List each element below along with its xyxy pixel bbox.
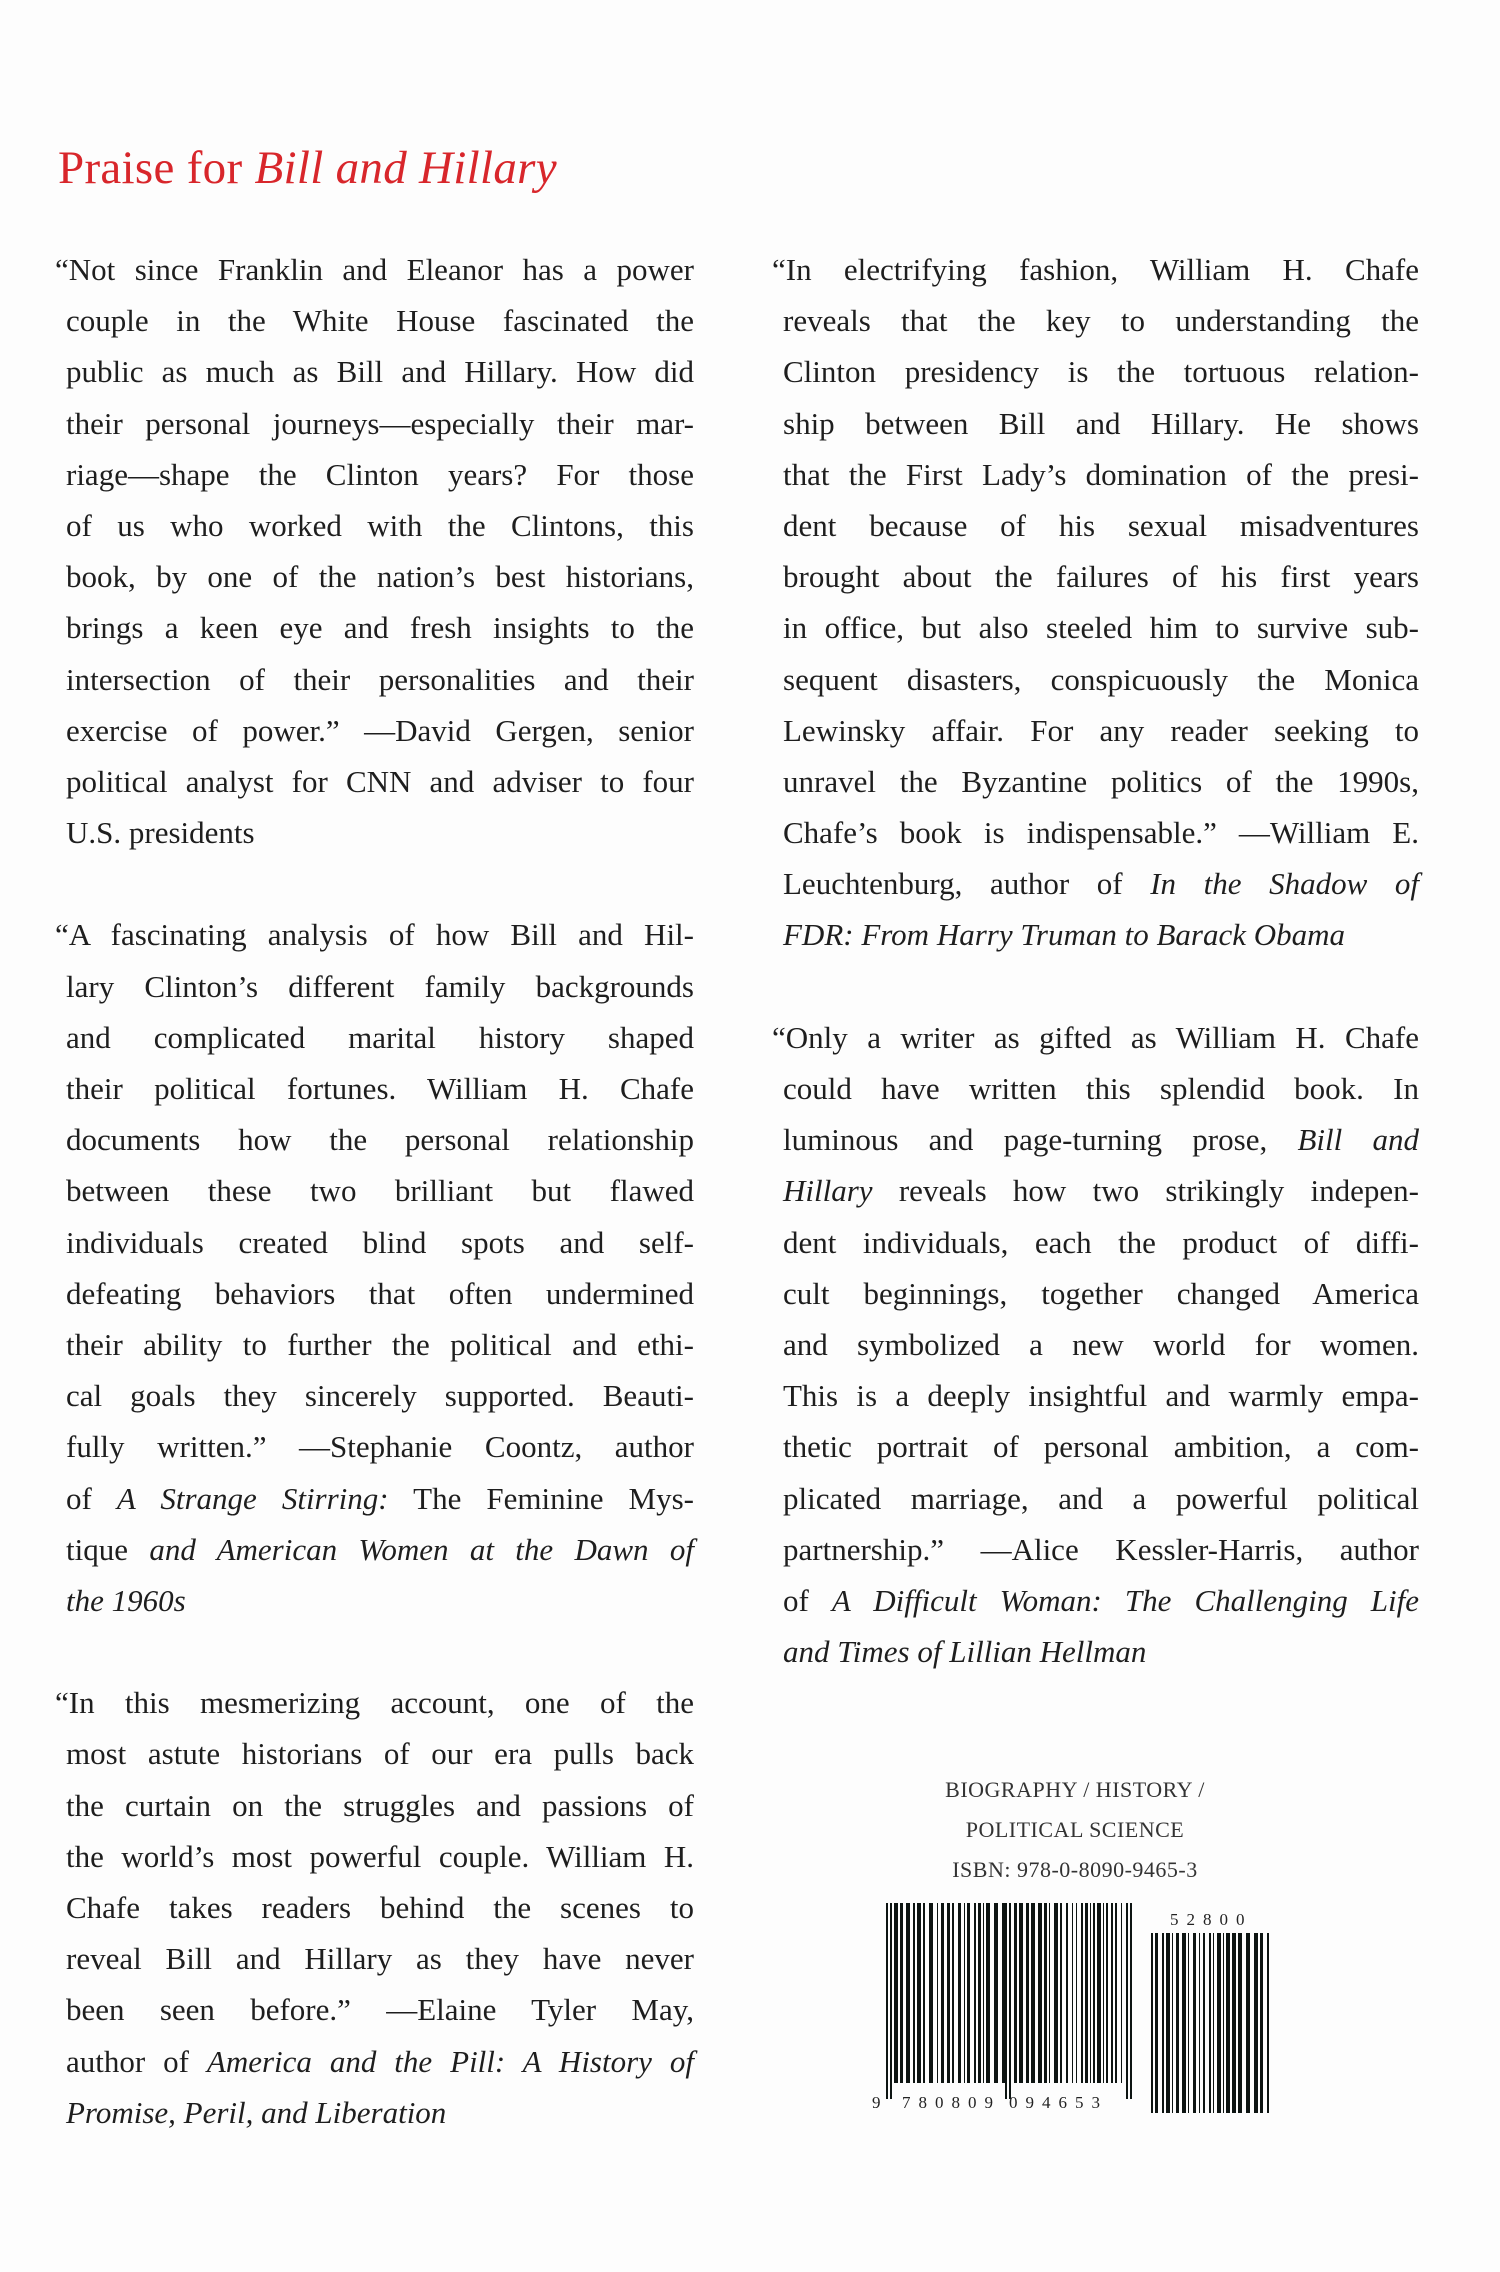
book-title-italic: A Difficult Woman: The Challenging Life	[831, 1582, 1419, 1618]
blurb-line	[783, 1217, 1419, 1268]
blurb-line	[783, 1063, 1419, 1114]
blurb-text: Leuchtenburg, author of	[783, 866, 1151, 902]
blurb-line	[783, 909, 1419, 960]
blurb-line	[66, 1524, 694, 1575]
blurb-line	[783, 295, 1419, 346]
blurb-text: “A fascinating analysis of how Bill and Hil-	[55, 917, 694, 953]
book-title-italic: FDR: From Harry Truman to Barack Obama	[783, 917, 1345, 953]
blurb-text: Clinton presidency is the tortuous relation-	[783, 354, 1419, 390]
blurb-line	[66, 1012, 694, 1063]
blurb-line	[66, 1831, 694, 1882]
blurb-line	[783, 858, 1419, 909]
blurb-line	[783, 807, 1419, 858]
blurb-text: that the First Lady’s domination of the presi-	[783, 456, 1419, 492]
blurb-line	[66, 961, 694, 1012]
blurb-line	[66, 346, 694, 397]
blurb-line	[783, 551, 1419, 602]
svg-text:9: 9	[872, 2093, 881, 2112]
blurb-line	[783, 1370, 1419, 1421]
blurb-text: could have written this splendid book. In	[783, 1071, 1419, 1106]
blurb-text: “In this mesmerizing account, one of the	[55, 1685, 694, 1721]
blurb-line	[66, 1319, 694, 1370]
blurb-line	[66, 1370, 694, 1421]
blurb-line	[783, 1626, 1419, 1677]
blurb-line	[66, 1473, 694, 1524]
blurb-text: intersection of their personalities and their	[66, 661, 694, 697]
blurb-text: This is a deeply insightful and warmly empa-	[783, 1378, 1419, 1414]
book-title-italic: A Strange Stirring:	[116, 1480, 389, 1516]
book-title-italic: and Times of Lillian Hellman	[783, 1634, 1147, 1670]
blurb-text: “In electrifying fashion, William H. Chafe	[772, 252, 1419, 287]
blurb-text: partnership.” —Alice Kessler-Harris, author	[783, 1531, 1419, 1567]
blurb-text: between these two brilliant but flawed	[66, 1173, 694, 1209]
category-isbn-block	[875, 1770, 1275, 1890]
blurb-text: dent individuals, each the product of diffi-	[783, 1224, 1419, 1260]
svg-text:52800: 52800	[1170, 1910, 1253, 1929]
category-line-2: POLITICAL SCIENCE	[965, 1817, 1185, 1842]
blurb-line	[66, 1114, 694, 1165]
blurb-gergen	[55, 244, 694, 858]
blurb-text: of	[783, 1582, 832, 1618]
blurb-text: of us who worked with the Clintons, this	[66, 507, 694, 543]
blurb-line	[783, 705, 1419, 756]
blurb-text: “Only a writer as gifted as William H. Chafe	[772, 1019, 1419, 1055]
blurb-text: reveals how two strikingly indepen-	[872, 1173, 1419, 1209]
blurb-text: their political fortunes. William H. Chafe	[66, 1071, 694, 1106]
book-title-italic: Hillary	[783, 1173, 873, 1209]
blurb-line	[66, 1728, 694, 1779]
blurb-text: The Feminine Mys-	[388, 1480, 694, 1516]
isbn-number: ISBN: 978-0-8090-9465-3	[952, 1857, 1198, 1882]
blurb-line	[66, 1268, 694, 1319]
blurb-text: riage—shape the Clinton years? For those	[66, 456, 694, 492]
blurb-text: most astute historians of our era pulls back	[66, 1736, 694, 1772]
svg-text:780809: 780809	[902, 2093, 1001, 2112]
blurb-text: public as much as Bill and Hillary. How did	[66, 354, 694, 390]
blurb-line	[783, 1524, 1419, 1575]
blurb-text: thetic portrait of personal ambition, a com-	[783, 1429, 1419, 1465]
blurb-text: their personal journeys—especially their mar-	[66, 405, 694, 441]
blurb-text: Lewinsky affair. For any reader seeking to	[783, 712, 1419, 748]
blurb-line	[66, 500, 694, 551]
blurb-line	[66, 1780, 694, 1831]
blurb-line	[783, 1319, 1419, 1370]
blurb-line	[783, 602, 1419, 653]
page-title	[58, 138, 557, 198]
blurb-text: Chafe’s book is indispensable.” —William E.	[783, 815, 1419, 851]
blurb-line	[55, 909, 694, 960]
blurb-line	[783, 756, 1419, 807]
blurb-line	[66, 1063, 694, 1114]
blurb-leuchtenburg	[772, 244, 1419, 961]
blurb-text: in office, but also steeled him to survive sub-	[783, 610, 1419, 646]
blurb-line	[66, 756, 694, 807]
book-title-italic: America and the Pill: A History of	[206, 2043, 694, 2079]
blurb-line	[783, 500, 1419, 551]
blurb-text: the curtain on the struggles and passions of	[66, 1787, 694, 1823]
blurb-text: the world’s most powerful couple. William H.	[66, 1838, 694, 1874]
blurb-line	[66, 1165, 694, 1216]
blurb-text: lary Clinton’s different family backgrounds	[66, 968, 694, 1004]
blurb-text: U.S. presidents	[66, 815, 255, 851]
blurb-line	[66, 1217, 694, 1268]
blurb-text: individuals created blind spots and self-	[66, 1224, 694, 1260]
title-prefix: Praise for	[58, 142, 255, 194]
blurb-line	[55, 244, 694, 295]
blurb-text: exercise of power.” —David Gergen, senior	[66, 712, 694, 748]
blurb-may	[55, 1677, 694, 2138]
blurb-text: and symbolized a new world for women.	[783, 1326, 1419, 1362]
blurb-text: couple in the White House fascinated the	[66, 303, 694, 339]
blurb-text: defeating behaviors that often undermined	[66, 1275, 694, 1311]
blurb-line	[783, 1268, 1419, 1319]
blurb-line	[66, 654, 694, 705]
blurb-text: “Not since Franklin and Eleanor has a power	[55, 252, 694, 287]
left-column	[55, 244, 694, 2189]
book-title-italic: Promise, Peril, and Liberation	[66, 2094, 447, 2130]
blurb-text: book, by one of the nation’s best historians,	[66, 559, 694, 595]
blurb-line	[66, 602, 694, 653]
blurb-line	[783, 346, 1419, 397]
category-line-1: BIOGRAPHY / HISTORY /	[945, 1777, 1205, 1802]
blurb-line	[783, 398, 1419, 449]
title-book-name: Bill and Hillary	[254, 142, 557, 194]
blurb-line	[55, 1677, 694, 1728]
blurb-text: ship between Bill and Hillary. He shows	[783, 405, 1419, 441]
blurb-coontz	[55, 909, 694, 1626]
blurb-text: sequent disasters, conspicuously the Monica	[783, 661, 1419, 697]
blurb-text: Chafe takes readers behind the scenes to	[66, 1890, 694, 1925]
blurb-line	[783, 1473, 1419, 1524]
blurb-text: brings a keen eye and fresh insights to the	[66, 610, 694, 646]
blurb-text: author of	[66, 2043, 207, 2079]
blurb-text: political analyst for CNN and adviser to four	[66, 763, 694, 799]
book-title-italic: Bill and	[1297, 1122, 1419, 1158]
blurb-line	[783, 449, 1419, 500]
blurb-line	[66, 1933, 694, 1984]
book-title-italic: the 1960s	[66, 1582, 186, 1618]
blurb-text: of	[66, 1480, 117, 1516]
blurb-text: reveals that the key to understanding the	[783, 303, 1419, 339]
blurb-line	[66, 295, 694, 346]
blurb-text: plicated marriage, and a powerful political	[783, 1480, 1419, 1516]
blurb-text: unravel the Byzantine politics of the 1990s,	[783, 763, 1419, 799]
blurb-line	[66, 705, 694, 756]
blurb-text: and complicated marital history shaped	[66, 1019, 694, 1055]
blurb-text: documents how the personal relationship	[66, 1122, 694, 1158]
blurb-line	[772, 1012, 1419, 1063]
blurb-line	[66, 1984, 694, 2035]
blurb-line	[66, 807, 694, 858]
blurb-text: tique	[66, 1531, 150, 1567]
blurb-line	[66, 1575, 694, 1626]
blurb-text: dent because of his sexual misadventures	[783, 507, 1419, 543]
right-column	[772, 244, 1419, 1728]
barcode-icon	[868, 1903, 1273, 2113]
blurb-line	[66, 1882, 694, 1933]
blurb-line	[66, 449, 694, 500]
blurb-line	[783, 1575, 1419, 1626]
blurb-line	[66, 2036, 694, 2087]
book-title-italic: and American Women at the Dawn of	[149, 1531, 694, 1567]
blurb-line	[783, 1114, 1419, 1165]
blurb-line	[783, 654, 1419, 705]
blurb-line	[66, 1421, 694, 1472]
blurb-line	[783, 1165, 1419, 1216]
blurb-text: luminous and page-turning prose,	[783, 1122, 1298, 1158]
blurb-text: cal goals they sincerely supported. Beauti-	[66, 1378, 694, 1414]
blurb-line	[772, 244, 1419, 295]
blurb-text: reveal Bill and Hillary as they have never	[66, 1941, 694, 1977]
blurb-text: their ability to further the political and ethi-	[66, 1326, 694, 1362]
blurb-line	[66, 2087, 694, 2138]
blurb-line	[66, 551, 694, 602]
blurb-text: fully written.” —Stephanie Coontz, author	[66, 1429, 694, 1465]
blurb-text: been seen before.” —Elaine Tyler May,	[66, 1992, 694, 2028]
blurb-text: cult beginnings, together changed America	[783, 1275, 1419, 1311]
blurb-line	[66, 398, 694, 449]
isbn-barcode	[868, 1903, 1273, 2113]
book-title-italic: In the Shadow of	[1150, 866, 1419, 902]
blurb-line	[783, 1421, 1419, 1472]
blurb-text: brought about the failures of his first years	[783, 559, 1419, 595]
blurb-kessler-harris	[772, 1012, 1419, 1677]
svg-text:094653: 094653	[1009, 2093, 1108, 2112]
